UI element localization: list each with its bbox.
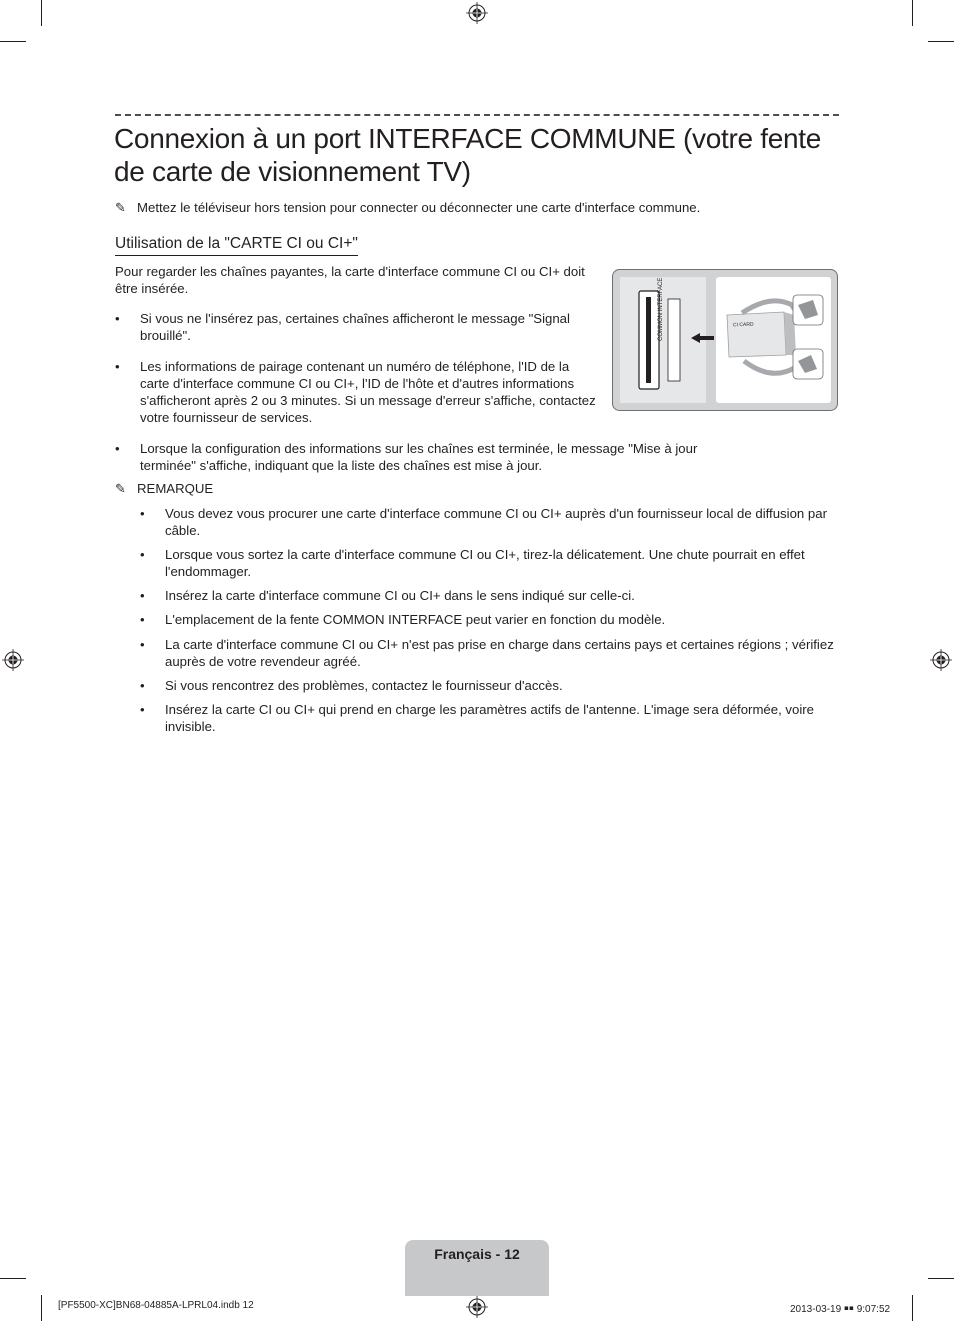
registration-mark-icon xyxy=(2,649,24,671)
registration-mark-icon xyxy=(930,649,952,671)
pencil-note-icon: ✎ xyxy=(115,200,126,215)
remark-label: REMARQUE xyxy=(137,481,214,496)
crop-mark-top-left-h xyxy=(0,41,26,42)
ci-card-figure xyxy=(612,269,838,411)
title-divider xyxy=(115,114,839,116)
page-title: Connexion à un port INTERFACE COMMUNE (votre fente de carte de visionnement TV) xyxy=(114,123,822,187)
page-number: Français - 12 xyxy=(434,1246,520,1262)
slot-label: COMMON INTERFACE xyxy=(658,277,664,341)
registration-mark-icon xyxy=(466,2,488,24)
crop-mark-top-right-h xyxy=(928,41,954,42)
crop-mark-bottom-left-h xyxy=(0,1278,26,1279)
crop-mark-top-right-v xyxy=(912,0,913,26)
section-heading: Utilisation de la "CARTE CI ou CI+" xyxy=(115,234,358,256)
remark-note xyxy=(115,480,515,497)
slug-date: 2013-03-19 ￭￭ 9:07:52 xyxy=(790,1304,891,1315)
crop-mark-bottom-left-v xyxy=(41,1295,42,1321)
card-label: CI CARD xyxy=(732,321,754,329)
pencil-note-icon: ✎ xyxy=(115,481,126,496)
power-note-text: Mettez le téléviseur hors tension pour connecter ou déconnecter une carte d'interface commune. xyxy=(137,200,701,215)
crop-mark-bottom-right-v xyxy=(912,1295,913,1321)
crop-mark-top-left-v xyxy=(41,0,42,26)
power-note xyxy=(115,199,845,216)
crop-mark-bottom-right-h xyxy=(928,1278,954,1279)
registration-mark-icon xyxy=(466,1296,488,1318)
slug-file: [PF5500-XC]BN68-04885A-LPRL04.indb 12 xyxy=(58,1300,254,1311)
section-intro: Pour regarder les chaînes payantes, la carte d'interface commune CI ou CI+ doit être insérée. xyxy=(115,264,585,296)
